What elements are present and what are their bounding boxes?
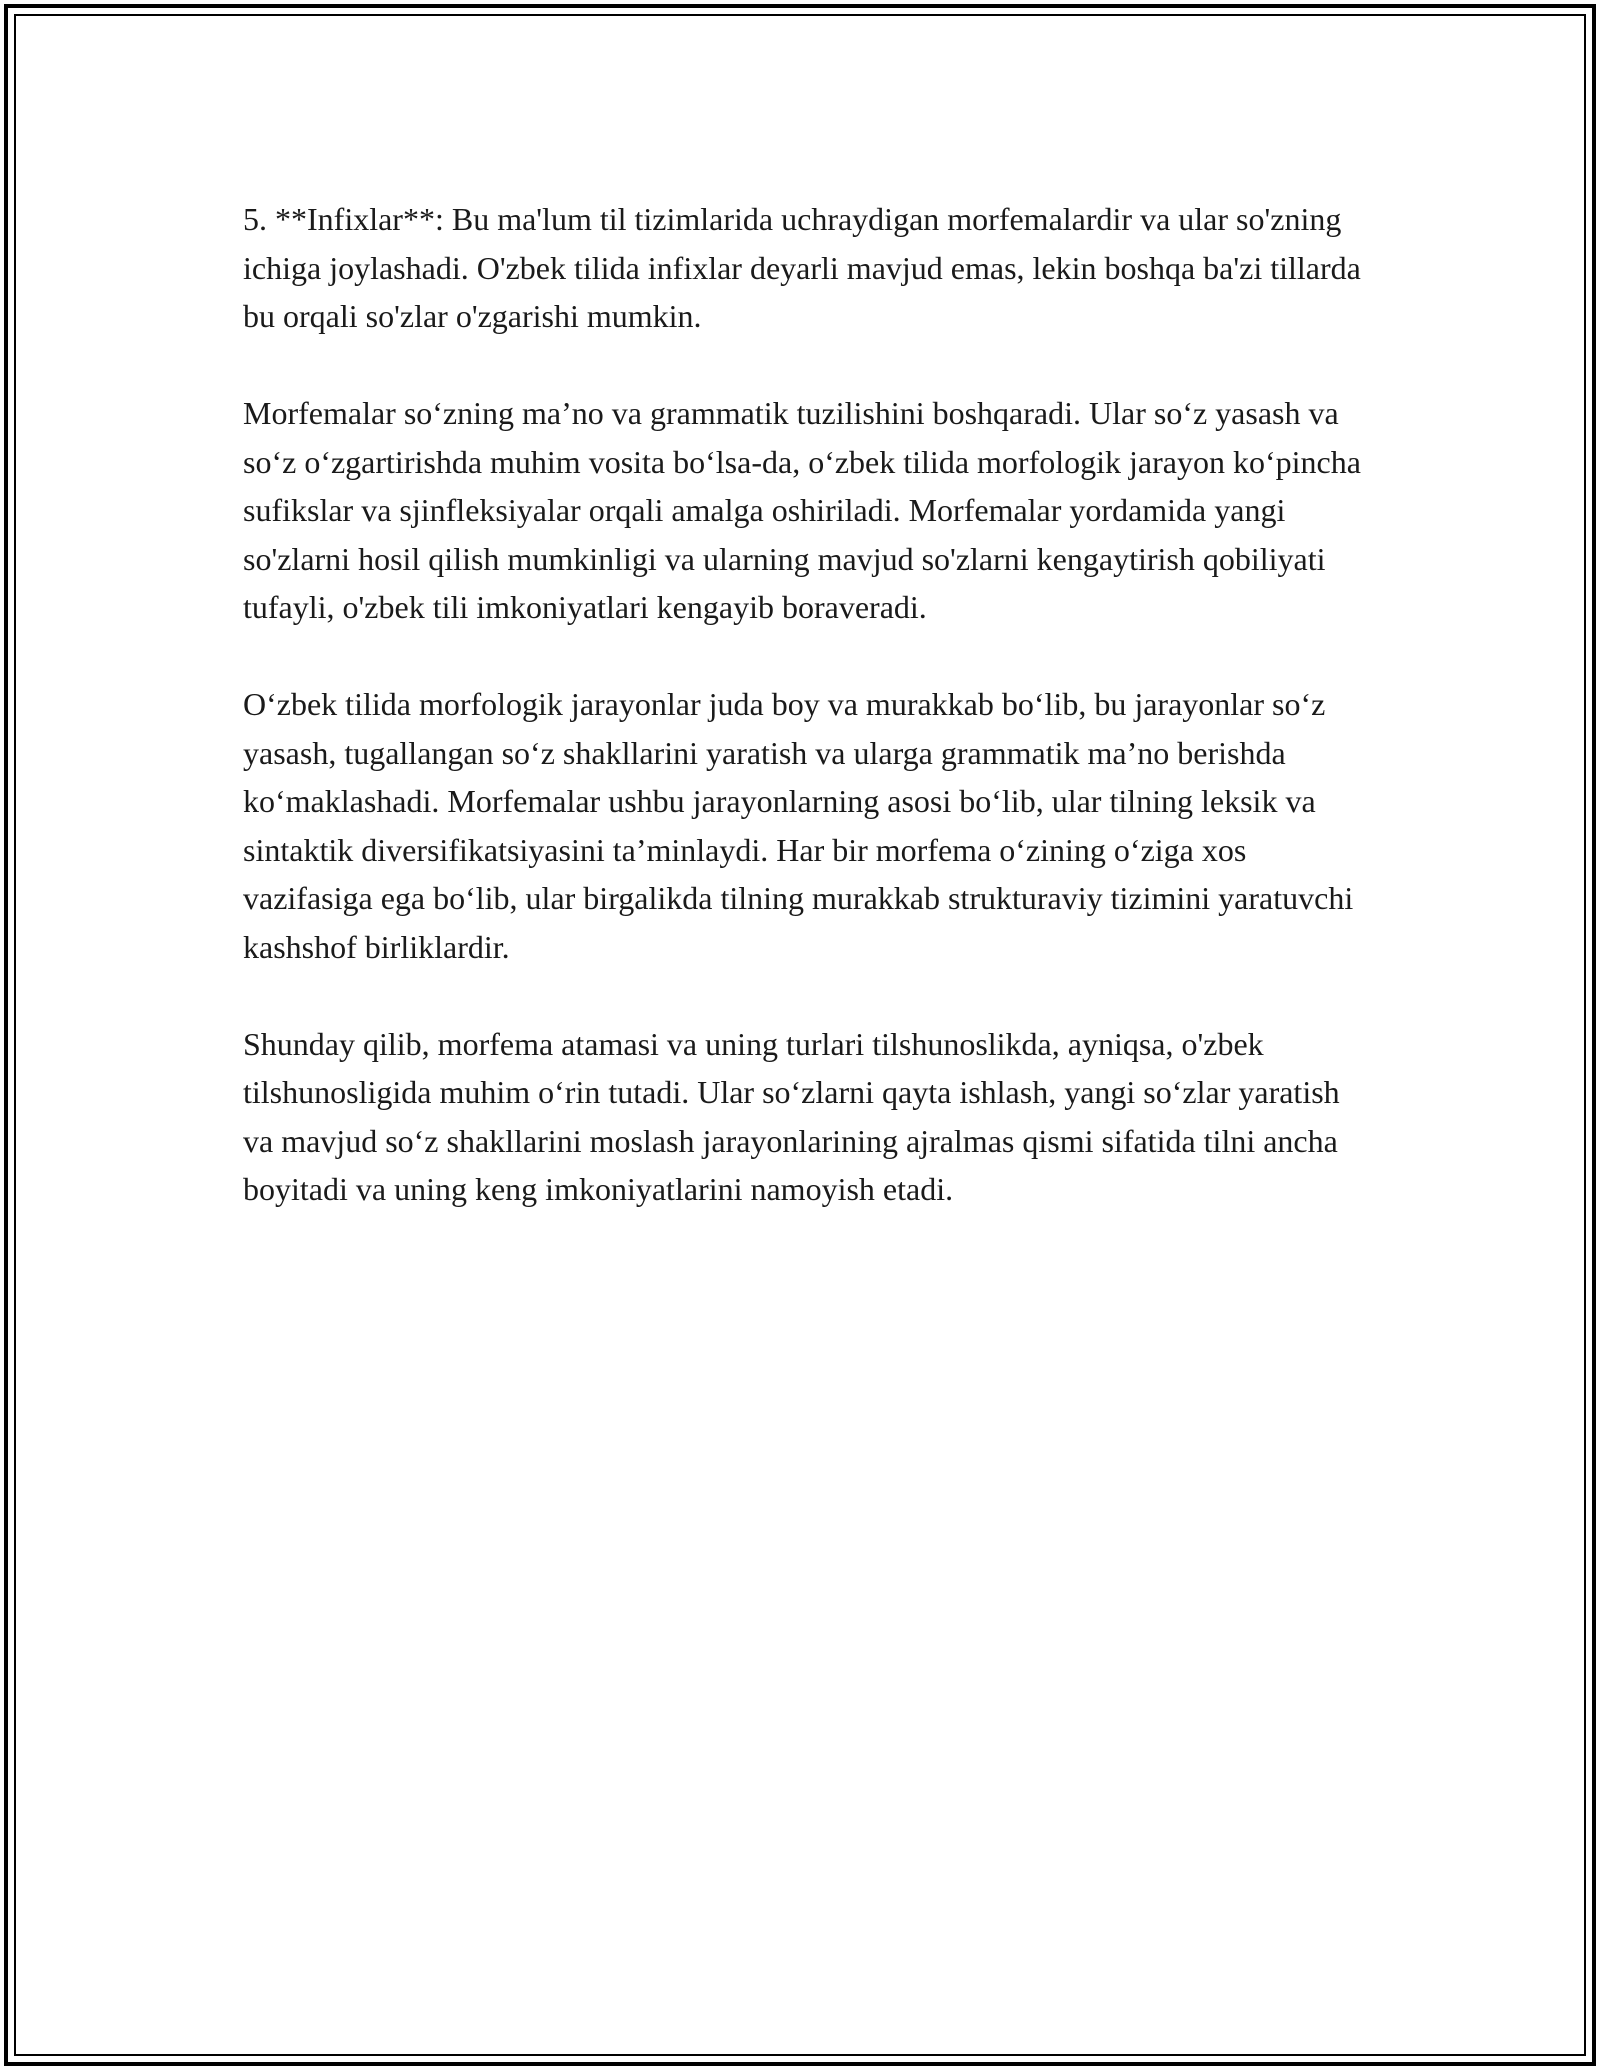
paragraph-conclusion: Shunday qilib, morfema atamasi va uning turlari tilshunoslikda, ayniqsa, o'zbek tilshunosligida muhim o‘rin tutadi. Ular so‘zlarni qayta ishlash, yangi so‘zlar yaratish va mavjud so‘z shakllarini moslash jarayonlarining ajralmas qismi sifatida tilni ancha boyitadi va uning keng imkoniyatlarini namoyish etadi. — [243, 1025, 1340, 1207]
paragraph-morfemalar: Morfemalar so‘zning ma’no va grammatik tuzilishini boshqaradi. Ular so‘z yasash va so‘z o‘zgartirishda muhim vosita bo‘lsa-da, o‘zbek tilida morfologik jarayon ko‘pincha sufikslar va sjinfleksiyalar orqali amalga oshiriladi. Morfemalar yordamida yangi so'zlarni hosil qilish mumkinligi va ularning mavjud so'zlarni kengaytirish qobiliyati tufayli, o'zbek tili imkoniyatlari kengayib boraveradi. — [243, 395, 1361, 625]
paragraph-morfologik-jarayonlar: O‘zbek tilida morfologik jarayonlar juda boy va murakkab bo‘lib, bu jarayonlar so‘z yasash, tugallangan so‘z shakllarini yaratish va ularga grammatik ma’no berishda ko‘maklashadi. Morfemalar ushbu jarayonlarning asosi bo‘lib, ular tilning leksik va sintaktik diversifikatsiyasini ta’minlaydi. Har bir morfema o‘zining o‘ziga xos vazifasiga ega bo‘lib, ular birgalikda tilning murakkab strukturaviy tizimini yaratuvchi kashshof birliklardir. — [243, 686, 1354, 965]
document-body — [243, 195, 1373, 1262]
page-frame — [4, 4, 1596, 2066]
paragraph-infixlar: 5. **Infixlar**: Bu ma'lum til tizimlarida uchraydigan morfemalardir va ular so'zning ichiga joylashadi. O'zbek tilida infixlar deyarli mavjud emas, lekin boshqa ba'zi tillarda bu orqali so'zlar o'zgarishi mumkin. — [243, 201, 1361, 334]
